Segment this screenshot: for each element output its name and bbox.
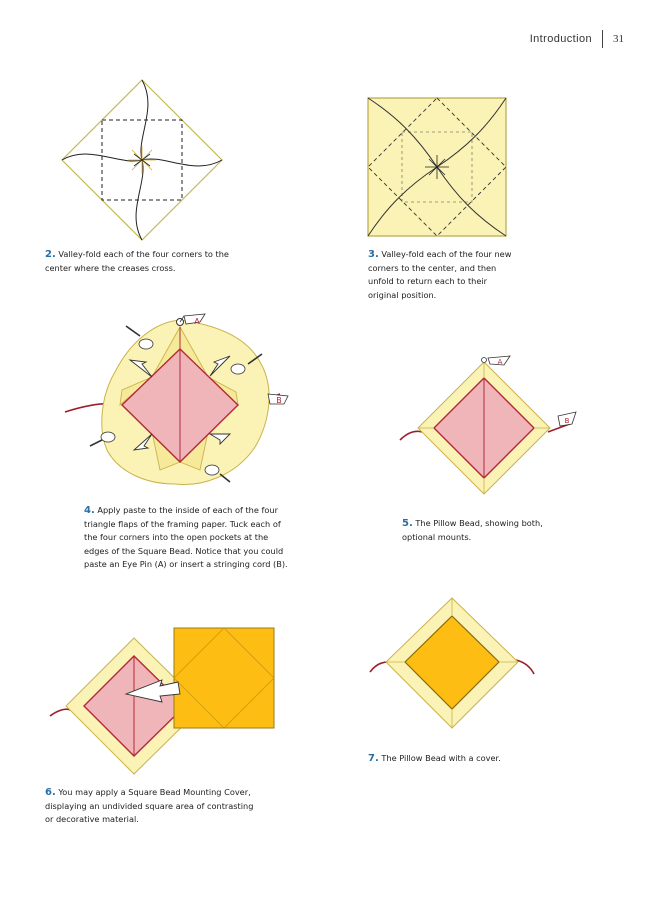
- step-text: Valley-fold each of the four corners to the center where the creases cross.: [45, 249, 229, 273]
- assembly-diagram-4: [60, 312, 300, 492]
- label-b: B: [276, 396, 282, 405]
- step-text: You may apply a Square Bead Mounting Cover, displaying an undivided square area of contrasting or decorative material.: [45, 787, 254, 824]
- step-text: The Pillow Bead with a cover.: [381, 753, 501, 763]
- step-number: 3.: [368, 249, 379, 260]
- figure-step-2: [60, 78, 225, 243]
- page-header: [530, 30, 624, 48]
- label-a: A: [497, 358, 503, 366]
- caption-step-7: [368, 752, 548, 766]
- caption-step-6: [45, 786, 255, 827]
- caption-step-5: [402, 517, 572, 544]
- header-divider: [602, 30, 603, 48]
- step-number: 5.: [402, 518, 413, 529]
- step-text: Valley-fold each of the four new corners to the center, and then unfold to return each to their original position.: [368, 249, 512, 300]
- label-b: B: [564, 417, 570, 425]
- section-title: Introduction: [529, 33, 592, 45]
- caption-step-2: [45, 248, 240, 275]
- label-a: A: [194, 317, 200, 326]
- step-number: 6.: [45, 787, 56, 798]
- fold-diagram-2: [60, 78, 225, 243]
- fold-diagram-3: [367, 97, 507, 237]
- mounting-cover-diagram-6: [48, 624, 280, 776]
- step-number: 7.: [368, 753, 379, 764]
- step-text: The Pillow Bead, showing both, optional mounts.: [402, 518, 543, 542]
- figure-step-6: [48, 624, 280, 776]
- page-number: 31: [613, 33, 624, 45]
- step-text: Apply paste to the inside of each of the four triangle flaps of the framing paper. Tuck each of the four corners into the open pockets at the edges of the Square Bead. Notice that you could paste an Eye Pin (A) or insert a stringing cord (B).: [84, 505, 288, 569]
- figure-step-4: [60, 312, 300, 492]
- figure-step-7: [368, 596, 536, 734]
- figure-step-3: [367, 97, 507, 237]
- caption-step-4: [84, 504, 289, 572]
- figure-step-5: [398, 354, 578, 504]
- pillow-bead-diagram-5: [398, 354, 578, 504]
- pillow-bead-cover-diagram-7: [368, 596, 536, 734]
- step-number: 2.: [45, 249, 56, 260]
- caption-step-3: [368, 248, 518, 302]
- step-number: 4.: [84, 505, 95, 516]
